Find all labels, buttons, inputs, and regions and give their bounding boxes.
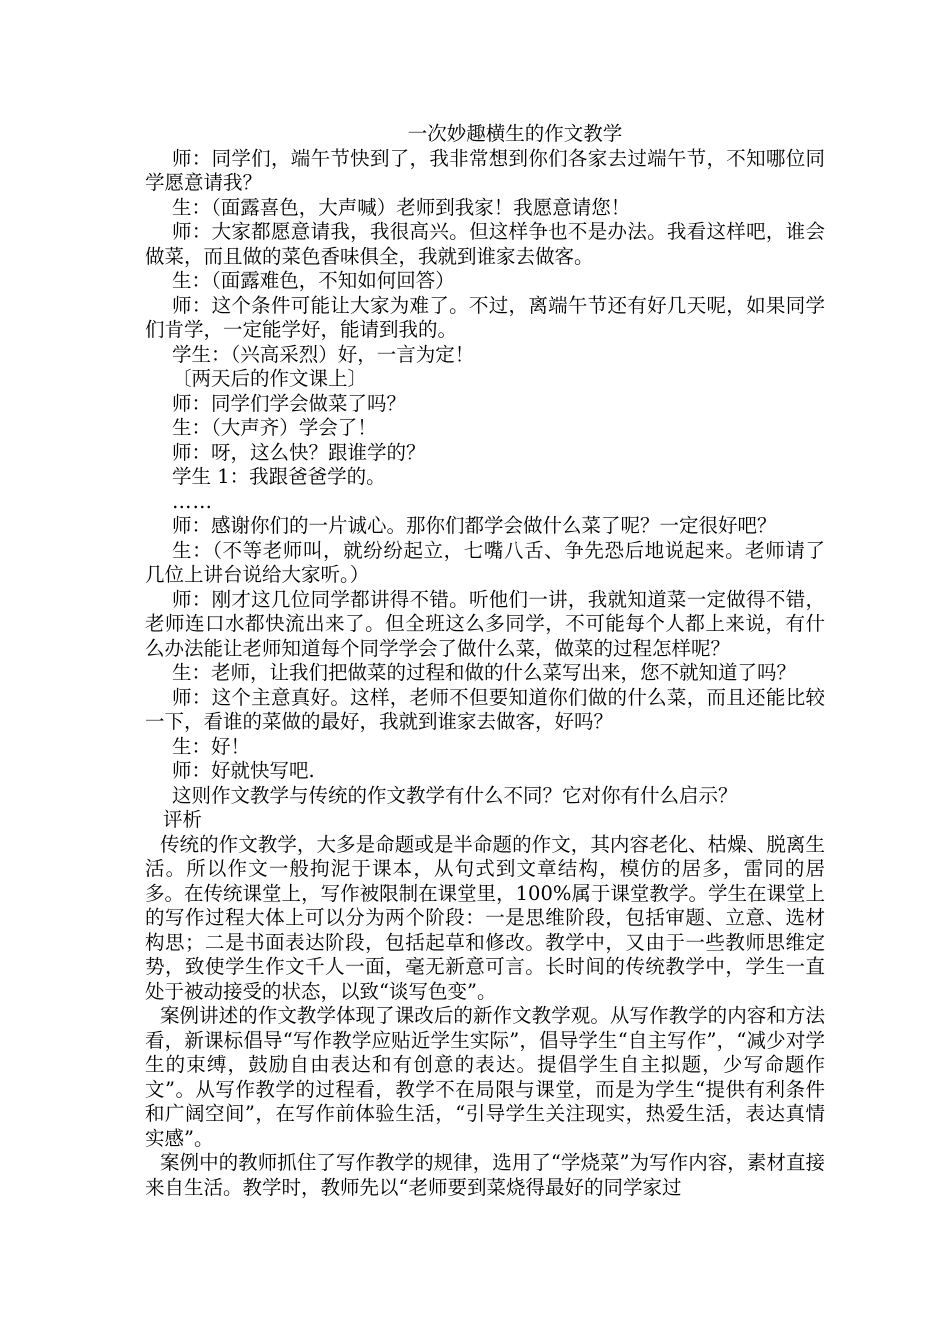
ellipsis: …… — [172, 489, 213, 513]
dialogue-line: 师：同学们，端午节快到了，我非常想到你们各家去过端午节，不知哪位同学愿意请我？ — [145, 146, 825, 194]
dialogue-line: 师：感谢你们的一片诚心。那你们都学会做什么菜了呢？一定很好吧？ — [172, 514, 777, 537]
scene-note: 〔两天后的作文课上〕 — [172, 367, 368, 390]
analysis-paragraph: 传统的作文教学，大多是命题或是半命题的作文，其内容老化、枯燥、脱离生活。所以作文一般拘泥于课本，从句式到文章结构，模仿的居多，雷同的居多。在传统课堂上，写作被限制在课堂里，100%属于课堂教学。学生在课堂上的写作过程大体上可以分为两个阶段：一是思维阶段，包括审题、立意、选材构思；二是书面表达阶段，包括起草和修改。教学中，又由于一些教师思维定势，致使学生作文千人一面，毫无新意可言。长时间的传统教学中，学生一直处于被动接受的状态，以致“谈写色变”。 — [145, 832, 825, 1003]
analysis-paragraph: 案例讲述的作文教学体现了课改后的新作文教学观。从写作教学的内容和方法看，新课标倡导“写作教学应贴近学生实际”，倡导学生“自主写作”，“减少对学生的束缚，鼓励自由表达和有创意的表达。提倡学生自主拟题，少写命题作文”。从写作教学的过程看，教学不在局限与课堂，而是为学生“提供有利条件和广阔空间”，在写作前体验生活，“引导学生关注现实，热爱生活，表达真情实感”。 — [145, 1004, 825, 1150]
analysis-section — [145, 833, 825, 1201]
dialogue-line: 生：老师，让我们把做菜的过程和做的什么菜写出来，您不就知道了吗？ — [172, 661, 797, 684]
analysis-heading: 评析 — [163, 808, 203, 831]
dialogue-line: 师：这个主意真好。这样，老师不但要知道你们做的什么菜，而且还能比较一下，看谁的菜做的最好，我就到谁家去做客，好吗？ — [145, 685, 825, 733]
analysis-paragraph: 案例中的教师抓住了写作教学的规律，选用了“学烧菜”为写作内容，素材直接来自生活。教学时，教师先以“老师要到菜烧得最好的同学家过 — [145, 1151, 825, 1199]
dialogue-line: 生：（大声齐）学会了！ — [172, 416, 377, 439]
dialogue-line: 师：刚才这几位同学都讲得不错。听他们一讲，我就知道菜一定做得不错，老师连口水都快流出来了。但全班这么多同学，不可能每个人都上来说，有什么办法能让老师知道每个同学学会了做什么菜，做菜的过程怎样呢？ — [145, 587, 825, 660]
document-title: 一次妙趣横生的作文教学 — [407, 122, 623, 145]
dialogue-line: 师：好就快写吧. — [172, 759, 315, 782]
dialogue-line: 师：同学们学会做菜了吗？ — [172, 391, 407, 415]
dialogue-line: 师：呀，这么快？跟谁学的？ — [172, 440, 426, 464]
dialogue-line: 师：这个条件可能让大家为难了。不过，离端午节还有好几天呢，如果同学们肯学，一定能学好，能请到我的。 — [145, 293, 825, 341]
dialogue-line: 学生：（兴高采烈）好，一言为定！ — [172, 342, 475, 366]
dialogue-section — [145, 147, 825, 784]
document-page — [145, 122, 825, 1200]
dialogue-line: 生：（不等老师叫，就纷纷起立，七嘴八舌、争先恐后地说起来。老师请了几位上讲台说给大家听。） — [145, 538, 825, 586]
dialogue-line: 生：好！ — [172, 734, 251, 758]
dialogue-line: 师：大家都愿意请我，我很高兴。但这样争也不是办法。我看这样吧，谁会做菜，而且做的菜色香味俱全，我就到谁家去做客。 — [145, 220, 825, 268]
dialogue-line: 生：（面露难色，不知如何回答） — [172, 269, 455, 292]
dialogue-line: 学生 1：我跟爸爸学的。 — [172, 465, 386, 488]
dialogue-line: 生：（面露喜色，大声喊）老师到我家！我愿意请您！ — [172, 195, 631, 219]
discussion-question: 这则作文教学与传统的作文教学有什么不同？它对你有什么启示？ — [172, 783, 738, 807]
